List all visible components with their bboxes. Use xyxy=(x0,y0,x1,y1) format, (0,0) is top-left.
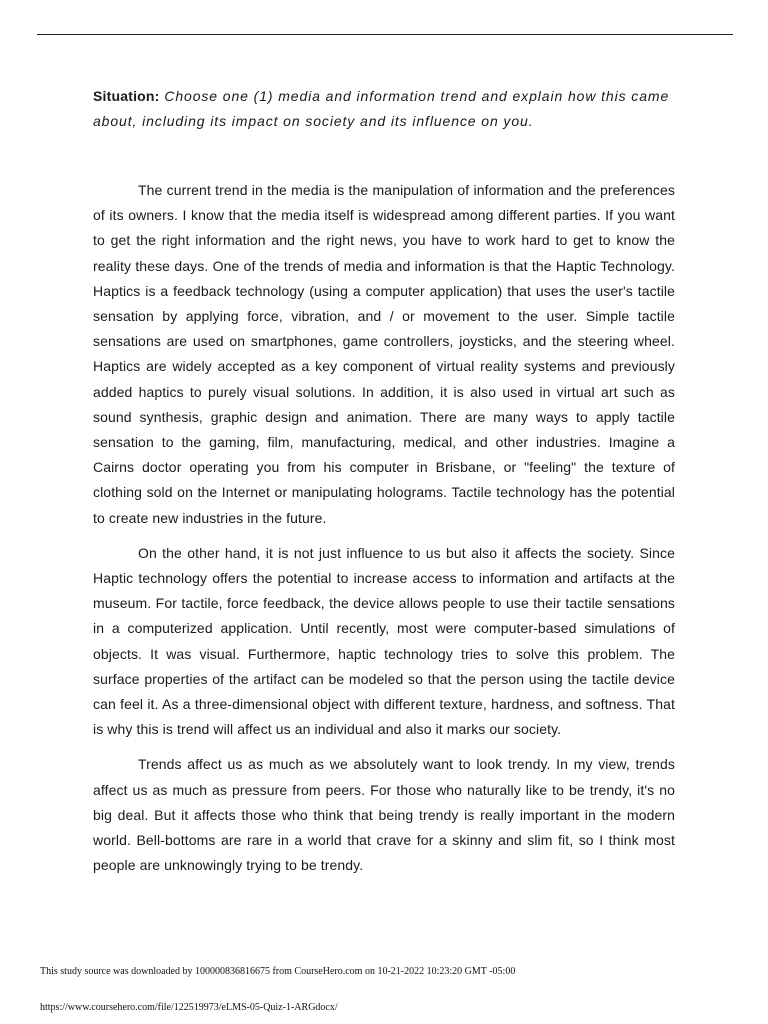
situation-label: Situation: xyxy=(93,88,160,104)
essay-text xyxy=(93,178,675,878)
source-url[interactable]: https://www.coursehero.com/file/122519973/eLMS-05-Quiz-1-ARGdocx/ xyxy=(40,1002,338,1013)
header-rule xyxy=(37,34,733,35)
download-notice: This study source was downloaded by 100000836816675 from CourseHero.com on 10-21-2022 10:23:20 GMT -05:00 xyxy=(40,966,516,977)
document-body xyxy=(93,84,675,888)
essay-paragraph-1: The current trend in the media is the manipulation of information and the preferences of its owners. I know that the media itself is widespread among different parties. If you want to get the right information and the right news, you have to work hard to get to know the reality these days. One of the trends of media and information is that the Haptic Technology. Haptics is a feedback technology (using a computer application) that uses the user's tactile sensation by applying force, vibration, and / or movement to the user. Simple tactile sensations are used on smartphones, game controllers, joysticks, and the steering wheel. Haptics are widely accepted as a key component of virtual reality systems and previously added haptics to purely visual solutions. In addition, it is also used in virtual art such as sound synthesis, graphic design and animation. There are many ways to apply tactile sensation to the gaming, film, manufacturing, medical, and other industries. Imagine a Cairns doctor operating you from his computer in Brisbane, or "feeling" the texture of clothing sold on the Internet or manipulating holograms. Tactile technology has the potential to create new industries in the future. xyxy=(93,182,675,526)
essay-paragraph-3: Trends affect us as much as we absolutely want to look trendy. In my view, trends affect us as much as pressure from peers. For those who naturally like to be trendy, it's no big deal. But it affects those who think that being trendy is really important in the modern world. Bell-bottoms are rare in a world that crave for a skinny and slim fit, so I think most people are unknowingly trying to be trendy. xyxy=(93,756,675,874)
situation-prompt xyxy=(93,84,675,134)
situation-text: Choose one (1) media and information trend and explain how this came about, including its impact on society and its influence on you. xyxy=(93,88,670,129)
essay-paragraph-2: On the other hand, it is not just influence to us but also it affects the society. Since Haptic technology offers the potential to increase access to information and artifacts at the museum. For tactile, force feedback, the device allows people to use their tactile sensations in a computerized application. Until recently, most were computer-based simulations of objects. It was visual. Furthermore, haptic technology tries to solve this problem. The surface properties of the artifact can be modeled so that the person using the tactile device can feel it. As a three-dimensional object with different texture, hardness, and softness. That is why this is trend will affect us an individual and also it marks our society. xyxy=(93,544,675,738)
